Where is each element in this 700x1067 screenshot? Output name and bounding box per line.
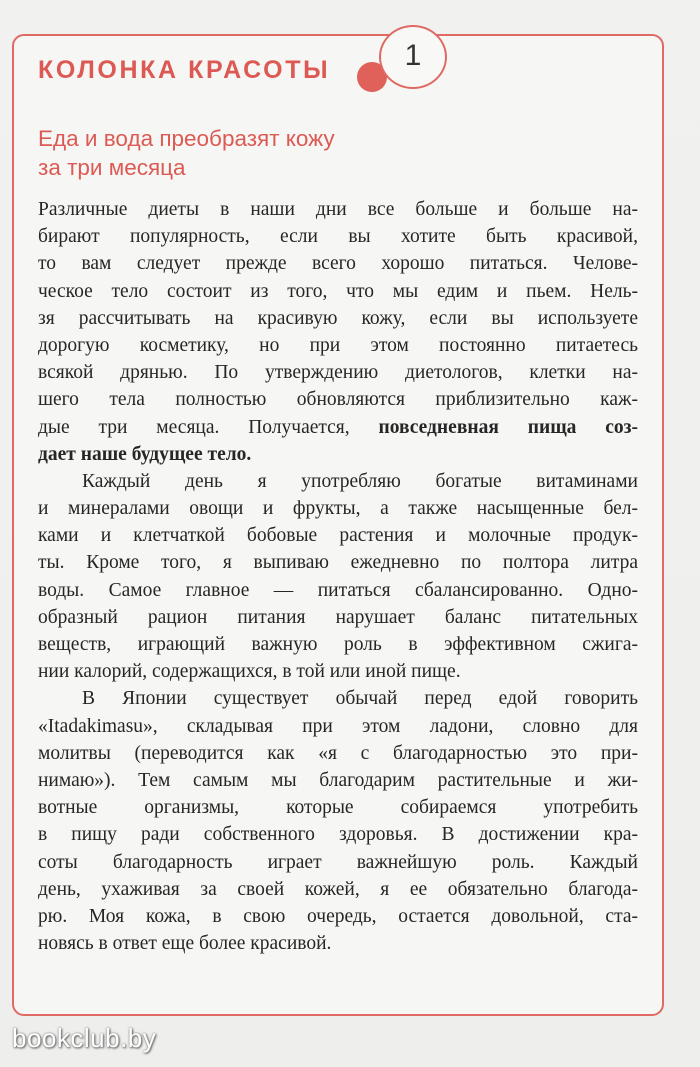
text-line: «Itadakimasu», складывая при этом ладони, словно для: [38, 715, 638, 737]
bold-fragment: повседневная пища соз-: [378, 416, 638, 438]
article-subtitle: [38, 124, 598, 182]
text-line: новясь в ответ еще более красивой.: [38, 933, 332, 955]
text-line: шего тела полностью обновляются приблизительно каж-: [38, 389, 638, 411]
subtitle-line: за три месяца: [38, 155, 186, 180]
text-line: веществ, играющий важную роль в эффективном сжига-: [38, 634, 638, 655]
text-line: всякой дрянью. По утверждению диетологов, клетки на-: [38, 362, 638, 384]
text-line: ты. Кроме того, я выпиваю ежедневно по полтора литра: [38, 552, 638, 574]
subtitle-line: Еда и вода преобразят кожу: [38, 126, 335, 151]
text-line: рю. Моя кожа, в свою очередь, остается довольной, ста-: [38, 905, 638, 927]
text-line: воды. Самое главное — питаться сбалансированно. Одно-: [38, 579, 638, 601]
article-body: [38, 196, 638, 957]
text-line: ками и клетчаткой бобовые растения и молочные продук-: [38, 525, 638, 547]
text-line: молитвы (переводится как «я с благодарностью это при-: [38, 742, 638, 764]
column-title: КОЛОНКА КРАСОТЫ: [38, 56, 331, 84]
text-line-bold: [38, 441, 638, 468]
text-line: соты благодарность играет важнейшую роль. Каждый: [38, 851, 638, 873]
column-number-badge: 1: [379, 25, 447, 89]
text-line: дорогую косметику, но при этом постоянно питаетесь: [38, 334, 638, 356]
text-line: вотные организмы, которые собираемся употребить: [38, 797, 638, 819]
text-line: зя рассчитывать на красивую кожу, если вы используете: [38, 307, 638, 329]
text-line: ческое тело состоит из того, что мы едим и пьем. Нель-: [38, 280, 638, 302]
text-line: Каждый день я употребляю богатые витаминами: [82, 470, 638, 492]
text-line: то вам следует прежде всего хорошо питаться. Челове-: [38, 253, 638, 275]
site-watermark: bookclub.by: [12, 1023, 157, 1053]
text-line: бирают популярность, если вы хотите быть красивой,: [38, 226, 638, 248]
text-line-with-bold: [38, 414, 638, 441]
text-line: в пищу ради собственного здоровья. В достижении кра-: [38, 824, 638, 846]
text-line: день, ухаживая за своей кожей, я ее обязательно благода-: [38, 878, 638, 900]
text-line: нимаю»). Тем самым мы благодарим растительные и жи-: [38, 769, 638, 791]
bold-fragment: дает наше будущее тело.: [38, 443, 252, 465]
text-line: нии калорий, содержащихся, в той или иной пище.: [38, 661, 461, 683]
text-line: и минералами овощи и фрукты, а также насыщенные бел-: [38, 498, 638, 520]
text-line: образный рацион питания нарушает баланс питательных: [38, 606, 638, 628]
text-fragment: дые три месяца. Получается,: [38, 416, 379, 438]
text-line: Различные диеты в наши дни все больше и больше на-: [38, 199, 638, 220]
text-line: В Японии существует обычай перед едой говорить: [82, 688, 638, 710]
